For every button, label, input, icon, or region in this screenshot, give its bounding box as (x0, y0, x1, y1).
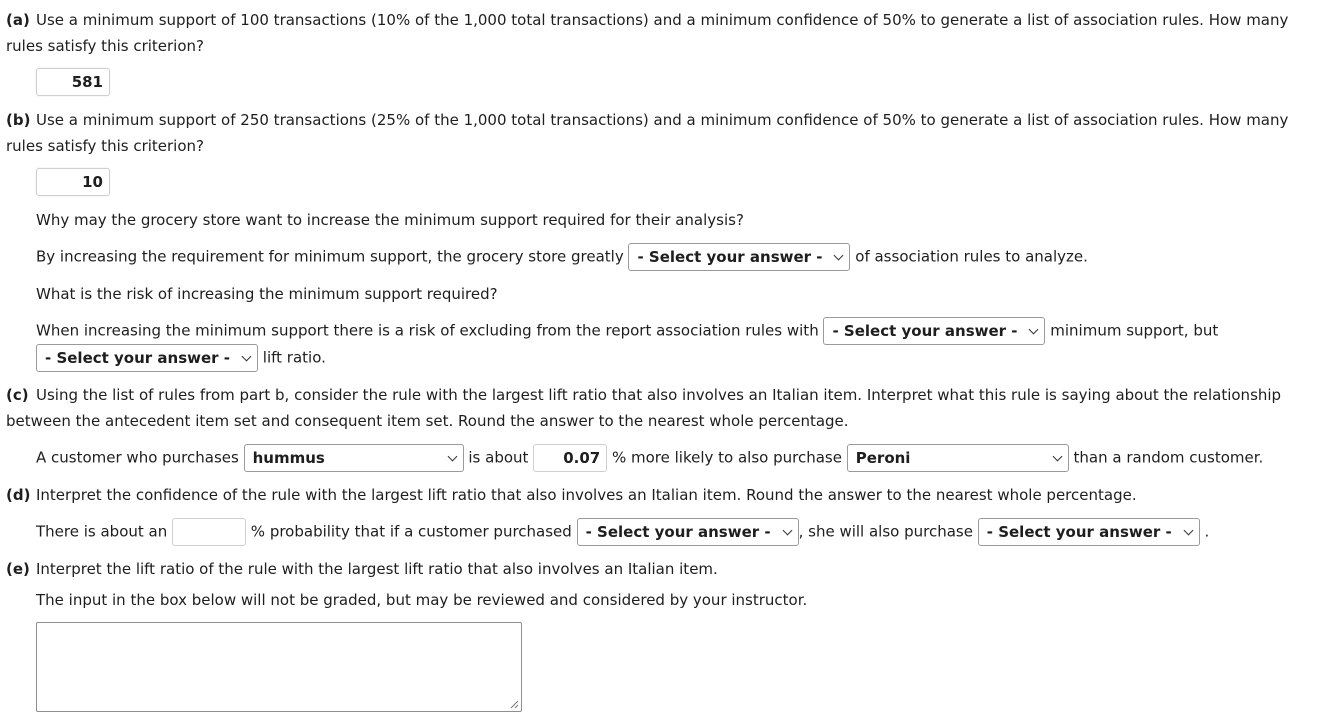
part-d-middle: % probability that if a customer purchased (250, 522, 572, 541)
part-e-note: The input in the box below will not be graded, but may be reviewed and considered by your instructor. (36, 591, 808, 609)
risk-prefix: When increasing the minimum support there is a risk of excluding from the report association rules with (36, 321, 819, 340)
part-b-answer-input[interactable]: 10 (36, 168, 110, 196)
risk-select-2-value: - Select your answer - (45, 349, 231, 367)
chevron-down-icon (782, 526, 792, 536)
part-a-question: Use a minimum support of 100 transactions (10% of the 1,000 total transactions) and a minimum confidence of 50% to generate a list of association rules. How many rules satisfy this criterion? (6, 11, 1289, 55)
part-c-question: Using the list of rules from part b, consider the rule with the largest lift ratio that also involves an Italian item. Interpret what this rule is saying about the relationship between the antecedent item set and consequent item set. Round the answer to the nearest whole percentage. (6, 386, 1282, 430)
part-d-question: Interpret the confidence of the rule with the largest lift ratio that also involves an Italian item. Round the answer to the nearest whole percentage. (36, 486, 1137, 504)
risk-suffix: lift ratio. (262, 348, 326, 367)
part-c-is-about: is about (468, 448, 529, 467)
part-a-label: (a) (6, 11, 30, 29)
part-a-answer-input[interactable]: 581 (36, 68, 110, 96)
part-e-label: (e) (6, 560, 30, 578)
part-d-suffix: . (1204, 522, 1210, 541)
part-b (6, 107, 1306, 159)
antecedent-select-value: hummus (252, 449, 325, 467)
part-c-prefix: A customer who purchases (36, 448, 239, 467)
chevron-down-icon (1029, 325, 1039, 335)
part-d-label: (d) (6, 486, 31, 504)
chevron-down-icon (1052, 452, 1062, 462)
increase-prefix: By increasing the requirement for minimum support, the grocery store greatly (36, 247, 624, 266)
risk-select-1-value: - Select your answer - (832, 322, 1018, 340)
increase-select-value: - Select your answer - (637, 248, 823, 266)
consequent-select[interactable] (847, 444, 1069, 472)
antecedent-select[interactable] (244, 444, 464, 472)
part-c-label: (c) (6, 386, 29, 404)
part-c-more-likely: % more likely to also purchase (611, 448, 842, 467)
chevron-down-icon (1183, 526, 1193, 536)
risk-select-1[interactable] (823, 317, 1045, 345)
part-c (6, 382, 1306, 434)
why-question: Why may the grocery store want to increase the minimum support required for their analysis? (36, 211, 744, 229)
purchased-item-select-value: - Select your answer - (585, 523, 771, 541)
probability-input[interactable] (172, 518, 246, 546)
part-c-sentence (36, 444, 1263, 472)
percent-more-likely-input[interactable]: 0.07 (533, 444, 607, 472)
part-d-sentence (36, 518, 1209, 546)
part-a (6, 7, 1306, 59)
increase-suffix: of association rules to analyze. (855, 247, 1088, 266)
also-purchase-select-value: - Select your answer - (986, 523, 1172, 541)
resize-handle-icon[interactable] (510, 700, 519, 709)
increase-select[interactable] (628, 243, 850, 271)
part-d-middle2: , she will also purchase (798, 522, 973, 541)
part-e (6, 556, 1306, 582)
risk-select-2[interactable] (36, 344, 258, 372)
increase-sentence (36, 243, 1088, 271)
part-b-question: Use a minimum support of 250 transactions (25% of the 1,000 total transactions) and a minimum confidence of 50% to generate a list of association rules. How many rules satisfy this criterion? (6, 111, 1289, 155)
part-d-prefix: There is about an (36, 522, 168, 541)
chevron-down-icon (834, 251, 844, 261)
risk-question: What is the risk of increasing the minimum support required? (36, 285, 498, 303)
purchased-item-select[interactable] (577, 518, 799, 546)
part-c-suffix: than a random customer. (1073, 448, 1264, 467)
consequent-select-value: Peroni (855, 449, 911, 467)
interpretation-textarea[interactable] (36, 622, 522, 712)
part-d (6, 482, 1306, 508)
part-b-label: (b) (6, 111, 31, 129)
risk-middle: minimum support, but (1050, 321, 1219, 340)
chevron-down-icon (242, 352, 252, 362)
part-e-question: Interpret the lift ratio of the rule with the largest lift ratio that also involves an Italian item. (36, 560, 718, 578)
chevron-down-icon (447, 452, 457, 462)
risk-sentence-line2 (36, 344, 326, 372)
also-purchase-select[interactable] (978, 518, 1200, 546)
risk-sentence-line1 (36, 317, 1218, 345)
